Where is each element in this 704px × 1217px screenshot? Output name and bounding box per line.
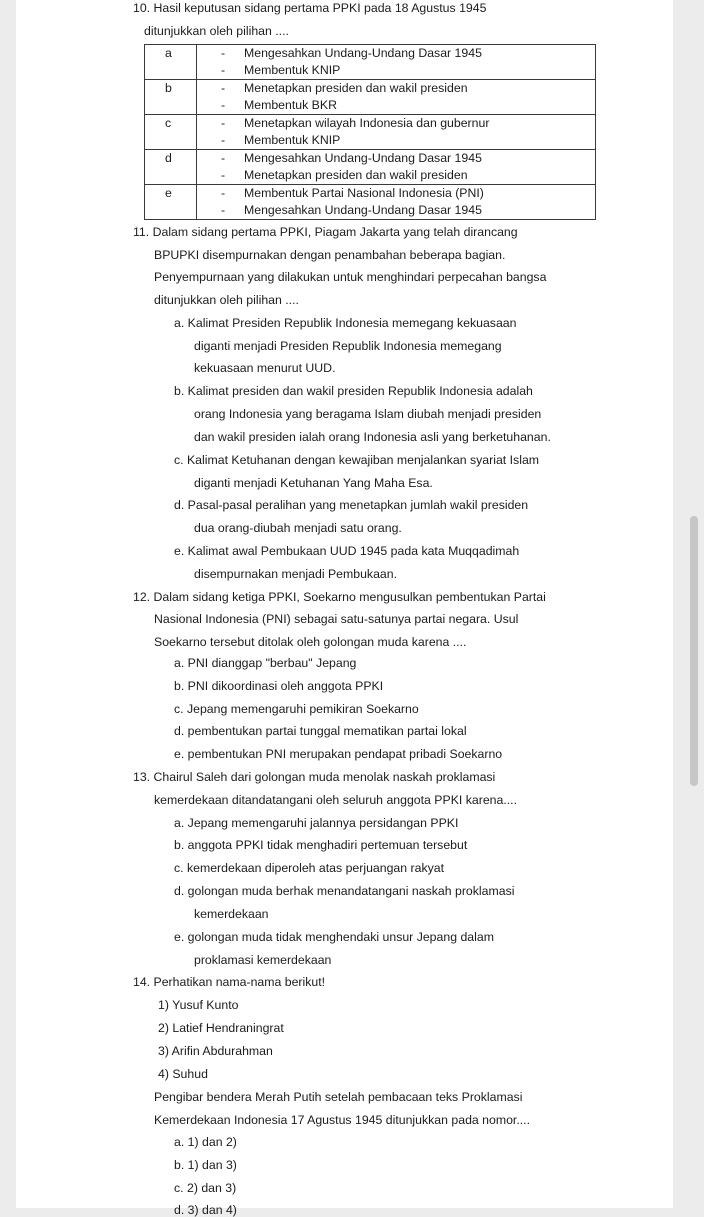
q13-option-e-cont: proklamasi kemerdekaan — [194, 953, 332, 967]
choice-item: - Mengesahkan Undang-Undang Dasar 1945 — [221, 203, 482, 217]
q11-option-e[interactable]: e. Kalimat awal Pembukaan UUD 1945 pada kata Muqqadimah — [174, 544, 520, 558]
q13-stem-line-2: kemerdekaan ditandatangani oleh seluruh anggota PPKI karena.... — [154, 793, 518, 807]
choice-item: - Membentuk Partai Nasional Indonesia (PNI) — [221, 186, 484, 200]
q11-option-b-cont: orang Indonesia yang beragama Islam diubah menjadi presiden — [194, 407, 542, 421]
q13-option-a[interactable]: a. Jepang memengaruhi jalannya persidangan PPKI — [174, 816, 459, 830]
q13-option-c[interactable]: c. kemerdekaan diperoleh atas perjuangan rakyat — [174, 861, 445, 875]
q14-name-3: 3) Arifin Abdurahman — [158, 1044, 273, 1058]
q14-option-b[interactable]: b. 1) dan 3) — [174, 1158, 237, 1172]
choice-letter: d — [145, 150, 197, 185]
choice-item: - Menetapkan presiden dan wakil presiden — [221, 168, 468, 182]
choice-letter: c — [145, 115, 197, 150]
q13-stem-line-1: 13. Chairul Saleh dari golongan muda menolak naskah proklamasi — [133, 770, 496, 784]
q14-stem-line-1: Pengibar bendera Merah Putih setelah pembacaan teks Proklamasi — [154, 1090, 523, 1104]
choice-letter: a — [145, 45, 197, 80]
table-row[interactable] — [145, 45, 596, 80]
q14-option-c[interactable]: c. 2) dan 3) — [174, 1181, 237, 1195]
q11-stem-line-4: ditunjukkan oleh pilihan .... — [154, 293, 299, 307]
q12-option-d[interactable]: d. pembentukan partai tunggal mematikan partai lokal — [174, 724, 467, 738]
q11-stem-line-2: BPUPKI disempurnakan dengan penambahan beberapa bagian. — [154, 248, 506, 262]
q12-option-c[interactable]: c. Jepang memengaruhi pemikiran Soekarno — [174, 702, 419, 716]
q10-choice-table — [144, 44, 596, 220]
q14-option-a[interactable]: a. 1) dan 2) — [174, 1135, 237, 1149]
q12-stem-line-2: Nasional Indonesia (PNI) sebagai satu-satunya partai negara. Usul — [154, 612, 519, 626]
q12-option-e[interactable]: e. pembentukan PNI merupakan pendapat pribadi Soekarno — [174, 747, 503, 761]
q11-option-a-cont: diganti menjadi Presiden Republik Indonesia memegang — [194, 339, 502, 353]
q12-option-b[interactable]: b. PNI dikoordinasi oleh anggota PPKI — [174, 679, 384, 693]
choice-item: - Menetapkan presiden dan wakil presiden — [221, 81, 468, 95]
choice-item: - Membentuk KNIP — [221, 63, 341, 77]
q14-stem-intro: 14. Perhatikan nama-nama berikut! — [133, 975, 326, 989]
q14-name-1: 1) Yusuf Kunto — [158, 998, 239, 1012]
q14-option-d[interactable]: d. 3) dan 4) — [174, 1203, 237, 1217]
q11-stem-line-3: Penyempurnaan yang dilakukan untuk menghindari perpecahan bangsa — [154, 270, 547, 284]
q13-option-d[interactable]: d. golongan muda berhak menandatangani naskah proklamasi — [174, 884, 515, 898]
q14-stem-line-2: Kemerdekaan Indonesia 17 Agustus 1945 ditunjukkan pada nomor.... — [154, 1113, 531, 1127]
choice-letter: b — [145, 80, 197, 115]
q14-name-2: 2) Latief Hendraningrat — [158, 1021, 284, 1035]
q13-option-e[interactable]: e. golongan muda tidak menghendaki unsur Jepang dalam — [174, 930, 494, 944]
q11-option-d-cont: dua orang-diubah menjadi satu orang. — [194, 521, 402, 535]
q11-option-e-cont: disempurnakan menjadi Pembukaan. — [194, 567, 398, 581]
q13-option-b[interactable]: b. anggota PPKI tidak menghadiri pertemuan tersebut — [174, 838, 468, 852]
document-page — [16, 0, 673, 1217]
q11-option-b-cont: dan wakil presiden ialah orang Indonesia asli yang berketuhanan. — [194, 430, 551, 444]
choice-item: - Menetapkan wilayah Indonesia dan gubernur — [221, 116, 490, 130]
q10-stem-line-1: 10. Hasil keputusan sidang pertama PPKI pada 18 Agustus 1945 — [133, 1, 487, 15]
q14-name-4: 4) Suhud — [158, 1067, 208, 1081]
choice-letter: e — [145, 185, 197, 220]
q12-stem-line-1: 12. Dalam sidang ketiga PPKI, Soekarno mengusulkan pembentukan Partai — [133, 590, 546, 604]
choice-item: - Membentuk BKR — [221, 98, 337, 112]
q11-option-c[interactable]: c. Kalimat Ketuhanan dengan kewajiban menjalankan syariat Islam — [174, 453, 540, 467]
q11-option-c-cont: diganti menjadi Ketuhanan Yang Maha Esa. — [194, 476, 433, 490]
q11-option-a[interactable]: a. Kalimat Presiden Republik Indonesia memegang kekuasaan — [174, 316, 517, 330]
choice-item: - Mengesahkan Undang-Undang Dasar 1945 — [221, 46, 482, 60]
q13-option-d-cont: kemerdekaan — [194, 907, 269, 921]
table-row[interactable] — [145, 185, 596, 220]
q12-stem-line-3: Soekarno tersebut ditolak oleh golongan muda karena .... — [154, 635, 467, 649]
choice-item: - Membentuk KNIP — [221, 133, 341, 147]
q10-stem-line-2: ditunjukkan oleh pilihan .... — [144, 24, 289, 38]
table-row[interactable] — [145, 80, 596, 115]
q11-option-a-cont: kekuasaan menurut UUD. — [194, 361, 336, 375]
q11-option-d[interactable]: d. Pasal-pasal peralihan yang menetapkan jumlah wakil presiden — [174, 498, 529, 512]
table-row[interactable] — [145, 115, 596, 150]
q12-option-a[interactable]: a. PNI dianggap "berbau" Jepang — [174, 656, 357, 670]
vertical-scrollbar[interactable] — [690, 516, 698, 786]
choice-item: - Mengesahkan Undang-Undang Dasar 1945 — [221, 151, 482, 165]
table-row[interactable] — [145, 150, 596, 185]
q11-option-b[interactable]: b. Kalimat presiden dan wakil presiden Republik Indonesia adalah — [174, 384, 533, 398]
q11-stem-line-1: 11. Dalam sidang pertama PPKI, Piagam Jakarta yang telah dirancang — [133, 225, 518, 239]
